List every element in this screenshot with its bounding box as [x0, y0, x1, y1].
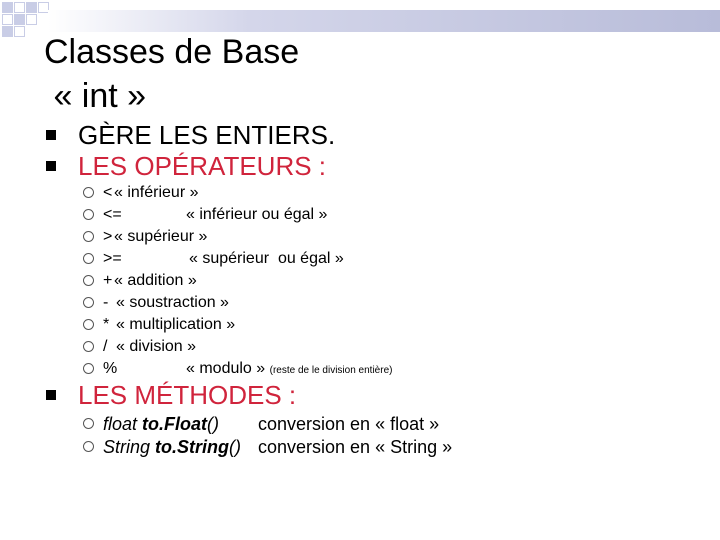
method-signature — [103, 435, 241, 459]
method-name: to.Float — [142, 414, 208, 434]
title-line-1: Classes de Base — [44, 33, 300, 71]
circle-bullet-icon — [83, 209, 94, 220]
operator-description: « multiplication » — [116, 316, 236, 333]
circle-bullet-icon — [83, 418, 94, 429]
operator-description: « division » — [116, 338, 197, 355]
operator-description: « supérieur » — [114, 228, 208, 245]
method-name: to.String — [155, 437, 230, 457]
square-bullet-icon — [46, 130, 56, 140]
operator-description-text: « modulo » — [186, 360, 266, 377]
operator-symbol: <= — [103, 206, 122, 223]
deco-square — [26, 14, 37, 25]
bullet-text: LES OPÉRATEURS : — [78, 151, 327, 181]
circle-bullet-icon — [83, 441, 94, 452]
operator-symbol: - — [103, 294, 109, 311]
method-description: conversion en « String » — [258, 437, 453, 457]
square-bullet-icon — [46, 390, 56, 400]
circle-bullet-icon — [83, 231, 94, 242]
deco-square — [2, 2, 13, 13]
operator-note: (reste de le division entière) — [269, 365, 393, 376]
deco-square — [14, 14, 25, 25]
operator-symbol: < — [103, 184, 113, 201]
method-return-type: String — [103, 437, 151, 457]
method-return-type: float — [103, 414, 138, 434]
method-description: conversion en « float » — [258, 414, 440, 434]
operator-description: « inférieur » — [114, 184, 199, 201]
deco-square — [14, 2, 25, 13]
operator-symbol: + — [103, 272, 113, 289]
operator-description: « inférieur ou égal » — [186, 206, 328, 223]
square-bullet-icon — [46, 161, 56, 171]
deco-square — [2, 26, 13, 37]
bullet-text: LES MÉTHODES : — [78, 380, 297, 410]
operator-description: « supérieur ou égal » — [189, 250, 344, 267]
operator-description: « addition » — [114, 272, 197, 289]
bullet-text: GÈRE LES ENTIERS. — [78, 120, 336, 150]
circle-bullet-icon — [83, 253, 94, 264]
deco-square — [14, 26, 25, 37]
operator-symbol: >= — [103, 250, 122, 267]
deco-square — [2, 14, 13, 25]
slide-title — [44, 30, 299, 118]
operator-description: « soustraction » — [116, 294, 229, 311]
operator-description — [186, 358, 392, 382]
operator-symbol: * — [103, 316, 110, 333]
method-parens: () — [229, 437, 242, 457]
operator-symbol: / — [103, 338, 108, 355]
operator-symbol: % — [103, 360, 118, 377]
method-parens: () — [207, 414, 220, 434]
circle-bullet-icon — [83, 363, 94, 374]
circle-bullet-icon — [83, 187, 94, 198]
circle-bullet-icon — [83, 297, 94, 308]
deco-square — [26, 2, 37, 13]
circle-bullet-icon — [83, 341, 94, 352]
title-bar-gradient — [48, 10, 720, 32]
circle-bullet-icon — [83, 275, 94, 286]
circle-bullet-icon — [83, 319, 94, 330]
method-signature — [103, 412, 219, 436]
operator-symbol: > — [103, 228, 113, 245]
title-line-2: « int » — [44, 77, 147, 115]
